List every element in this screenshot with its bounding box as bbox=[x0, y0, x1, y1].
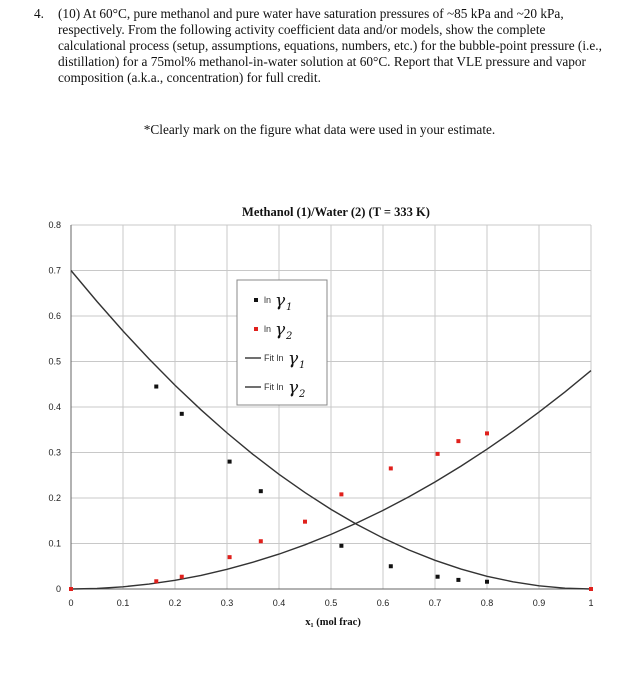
legend-label: Fit ln bbox=[264, 353, 284, 363]
point-ln-gamma1 bbox=[180, 412, 184, 416]
chart-title: Methanol (1)/Water (2) (T = 333 K) bbox=[242, 205, 430, 219]
x-tick-label: 0.1 bbox=[116, 598, 130, 608]
legend-handwritten-subscript: 2 bbox=[286, 331, 293, 342]
x-tick-label: 0.4 bbox=[272, 598, 286, 608]
point-ln-gamma1 bbox=[436, 575, 440, 579]
point-ln-gamma2 bbox=[589, 587, 593, 591]
legend-label: ln bbox=[264, 324, 272, 334]
point-ln-gamma2 bbox=[456, 439, 460, 443]
x-tick-label: 0.5 bbox=[324, 598, 338, 608]
point-ln-gamma2 bbox=[259, 539, 263, 543]
y-tick-label: 0 bbox=[55, 584, 61, 594]
legend-handwritten-subscript: 1 bbox=[299, 360, 306, 371]
question-number: 4. bbox=[34, 6, 44, 21]
y-tick-label: 0.6 bbox=[48, 311, 61, 321]
point-ln-gamma2 bbox=[389, 466, 393, 470]
x-tick-label: 0.2 bbox=[168, 598, 182, 608]
legend-handwritten-gamma: γ bbox=[288, 349, 299, 369]
legend-marker bbox=[254, 327, 258, 331]
point-ln-gamma1 bbox=[228, 460, 232, 464]
x-tick-label: 1 bbox=[588, 598, 594, 608]
point-ln-gamma2 bbox=[180, 575, 184, 579]
y-tick-label: 0.5 bbox=[48, 356, 61, 367]
x-tick-label: 0.6 bbox=[376, 598, 390, 608]
legend-handwritten-subscript: 2 bbox=[299, 389, 306, 400]
tick-labels bbox=[48, 220, 593, 608]
x-tick-label: 0.9 bbox=[532, 598, 546, 608]
y-tick-label: 0.1 bbox=[48, 538, 61, 549]
legend-label: Fit ln bbox=[264, 382, 284, 392]
point-ln-gamma2 bbox=[339, 492, 343, 496]
y-tick-label: 0.3 bbox=[48, 447, 61, 458]
instruction-note: *Clearly mark on the figure what data were used in your estimate. bbox=[143, 122, 496, 137]
point-ln-gamma2 bbox=[154, 579, 158, 583]
legend-handwritten-gamma: γ bbox=[275, 320, 286, 340]
point-ln-gamma1 bbox=[389, 564, 393, 568]
x-tick-label: 0.8 bbox=[480, 598, 494, 608]
point-ln-gamma1 bbox=[485, 580, 489, 584]
legend-label: ln bbox=[264, 295, 272, 305]
x-tick-label: 0.3 bbox=[220, 598, 234, 608]
point-ln-gamma1 bbox=[339, 544, 343, 548]
legend-marker bbox=[254, 298, 258, 302]
point-ln-gamma2 bbox=[485, 431, 489, 435]
point-ln-gamma2 bbox=[69, 587, 73, 591]
x-tick-label: 0 bbox=[68, 598, 74, 608]
x-tick-label: 0.7 bbox=[428, 598, 442, 608]
y-tick-label: 0.4 bbox=[48, 402, 61, 412]
y-tick-label: 0.2 bbox=[48, 493, 61, 503]
point-ln-gamma1 bbox=[456, 578, 460, 582]
point-ln-gamma2 bbox=[303, 520, 307, 524]
x-axis-label: x₁ (mol frac) bbox=[305, 617, 361, 628]
point-ln-gamma2 bbox=[436, 452, 440, 456]
point-ln-gamma1 bbox=[154, 385, 158, 389]
point-ln-gamma2 bbox=[228, 555, 232, 559]
y-tick-label: 0.7 bbox=[48, 265, 61, 276]
y-tick-label: 0.8 bbox=[48, 220, 61, 230]
legend-handwritten-subscript: 1 bbox=[286, 302, 293, 313]
legend-handwritten-gamma: γ bbox=[288, 378, 299, 398]
legend-handwritten-gamma: γ bbox=[275, 291, 286, 311]
point-ln-gamma1 bbox=[259, 489, 263, 493]
legend bbox=[237, 280, 327, 405]
question-text: (10) At 60°C, pure methanol and pure water have saturation pressures of ~85 kPa and ~20 kPa, respectively. From the following activity coefficient data and/or models, show the complete calculational process (setup, assumptions, equations, numbers, etc.) for the bubble-point pressure (i.e., distillation) for a 75mol% methanol-in-water solution at 60°C. Report that VLE pressure and vapor composition (a.k.a., concentration) for full credit. bbox=[58, 6, 602, 85]
